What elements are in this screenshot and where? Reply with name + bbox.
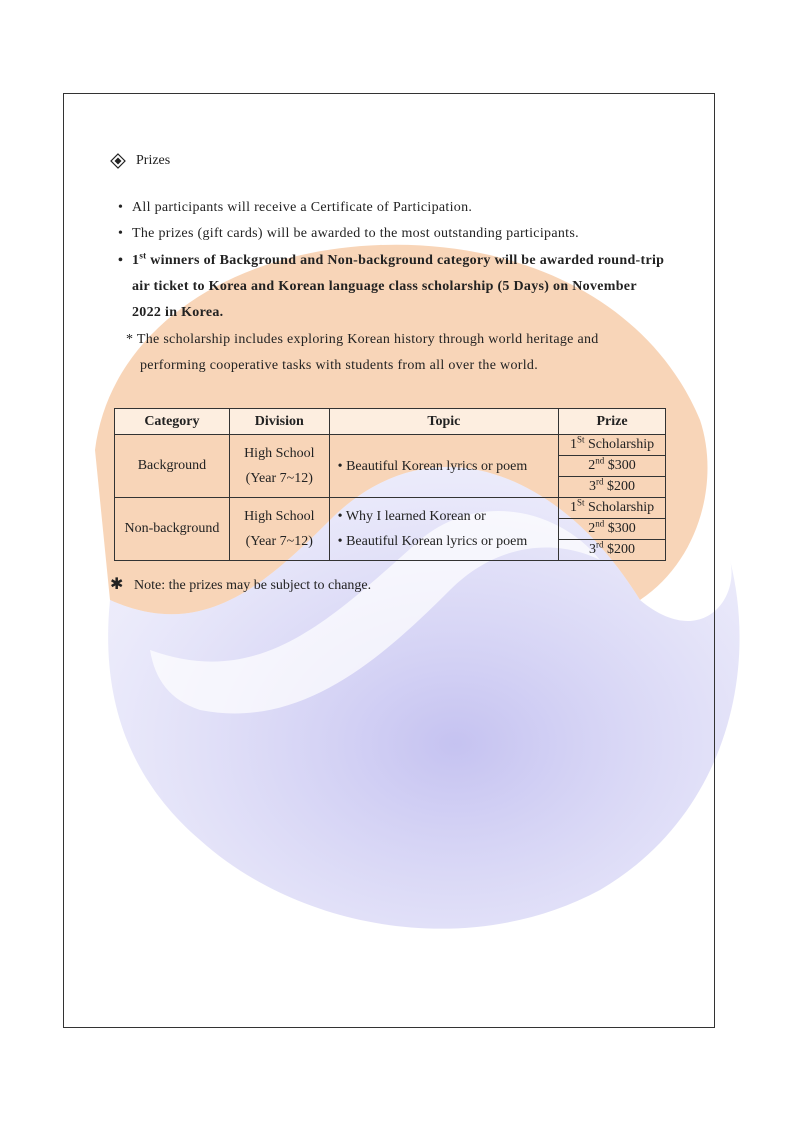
table-row bbox=[115, 435, 666, 456]
bullet-item-gift-cards: • The prizes (gift cards) will be awarded to the most outstanding participants. bbox=[118, 226, 579, 241]
header-division: Division bbox=[229, 409, 329, 435]
topic-cell bbox=[329, 435, 558, 498]
division-line: High School bbox=[244, 446, 315, 461]
bullet-item-winners: • 1st winners of Background and Non-background category will be awarded round-trip bbox=[118, 250, 665, 268]
bullet-text: The prizes (gift cards) will be awarded to the most outstanding participants. bbox=[132, 226, 579, 241]
topic-cell bbox=[329, 498, 558, 561]
prize-cell: 3rd $200 bbox=[559, 477, 666, 498]
division-line: (Year 7~12) bbox=[245, 534, 313, 549]
bullet-continuation: 2022 in Korea. bbox=[132, 305, 224, 320]
footnote bbox=[110, 574, 371, 594]
bullet-text: winners of Background and Non-background category will be awarded round-trip bbox=[146, 253, 665, 268]
asterisk-icon: ✱ bbox=[110, 576, 124, 593]
topic-item: • Beautiful Korean lyrics or poem bbox=[337, 534, 528, 549]
section-heading bbox=[110, 153, 170, 169]
header-topic: Topic bbox=[329, 409, 558, 435]
prize-cell: 2nd $300 bbox=[559, 519, 666, 540]
topic-item: • Beautiful Korean lyrics or poem bbox=[337, 458, 528, 474]
ordinal-number: 1 bbox=[132, 253, 140, 268]
bullet-continuation: air ticket to Korea and Korean language class scholarship (5 Days) on November bbox=[132, 279, 637, 294]
prize-cell: 1St Scholarship bbox=[559, 498, 666, 519]
prize-cell: 3rd $200 bbox=[559, 540, 666, 561]
prizes-table bbox=[114, 408, 666, 561]
header-category: Category bbox=[115, 409, 230, 435]
ordinal-suffix: st bbox=[139, 250, 147, 261]
division-line: High School bbox=[244, 509, 315, 524]
category-cell: Background bbox=[115, 435, 230, 498]
header-prize: Prize bbox=[559, 409, 666, 435]
bullet-text: All participants will receive a Certificate of Participation. bbox=[132, 200, 473, 215]
bullet-item-certificate: • All participants will receive a Certificate of Participation. bbox=[118, 200, 473, 215]
division-cell bbox=[229, 435, 329, 498]
division-line: (Year 7~12) bbox=[245, 471, 313, 486]
scholarship-note-line: performing cooperative tasks with students from all over the world. bbox=[140, 358, 539, 373]
table-row bbox=[115, 498, 666, 519]
section-title: Prizes bbox=[136, 153, 171, 168]
topic-item: • Why I learned Korean or bbox=[337, 509, 486, 524]
footnote-text: Note: the prizes may be subject to change. bbox=[134, 578, 372, 593]
table-header-row bbox=[115, 409, 666, 435]
division-cell bbox=[229, 498, 329, 561]
prize-cell: 2nd $300 bbox=[559, 456, 666, 477]
diamond-icon bbox=[110, 153, 126, 169]
category-cell: Non-background bbox=[115, 498, 230, 561]
prize-cell: 1St Scholarship bbox=[559, 435, 666, 456]
scholarship-note-line: * The scholarship includes exploring Korean history through world heritage and bbox=[126, 332, 599, 347]
